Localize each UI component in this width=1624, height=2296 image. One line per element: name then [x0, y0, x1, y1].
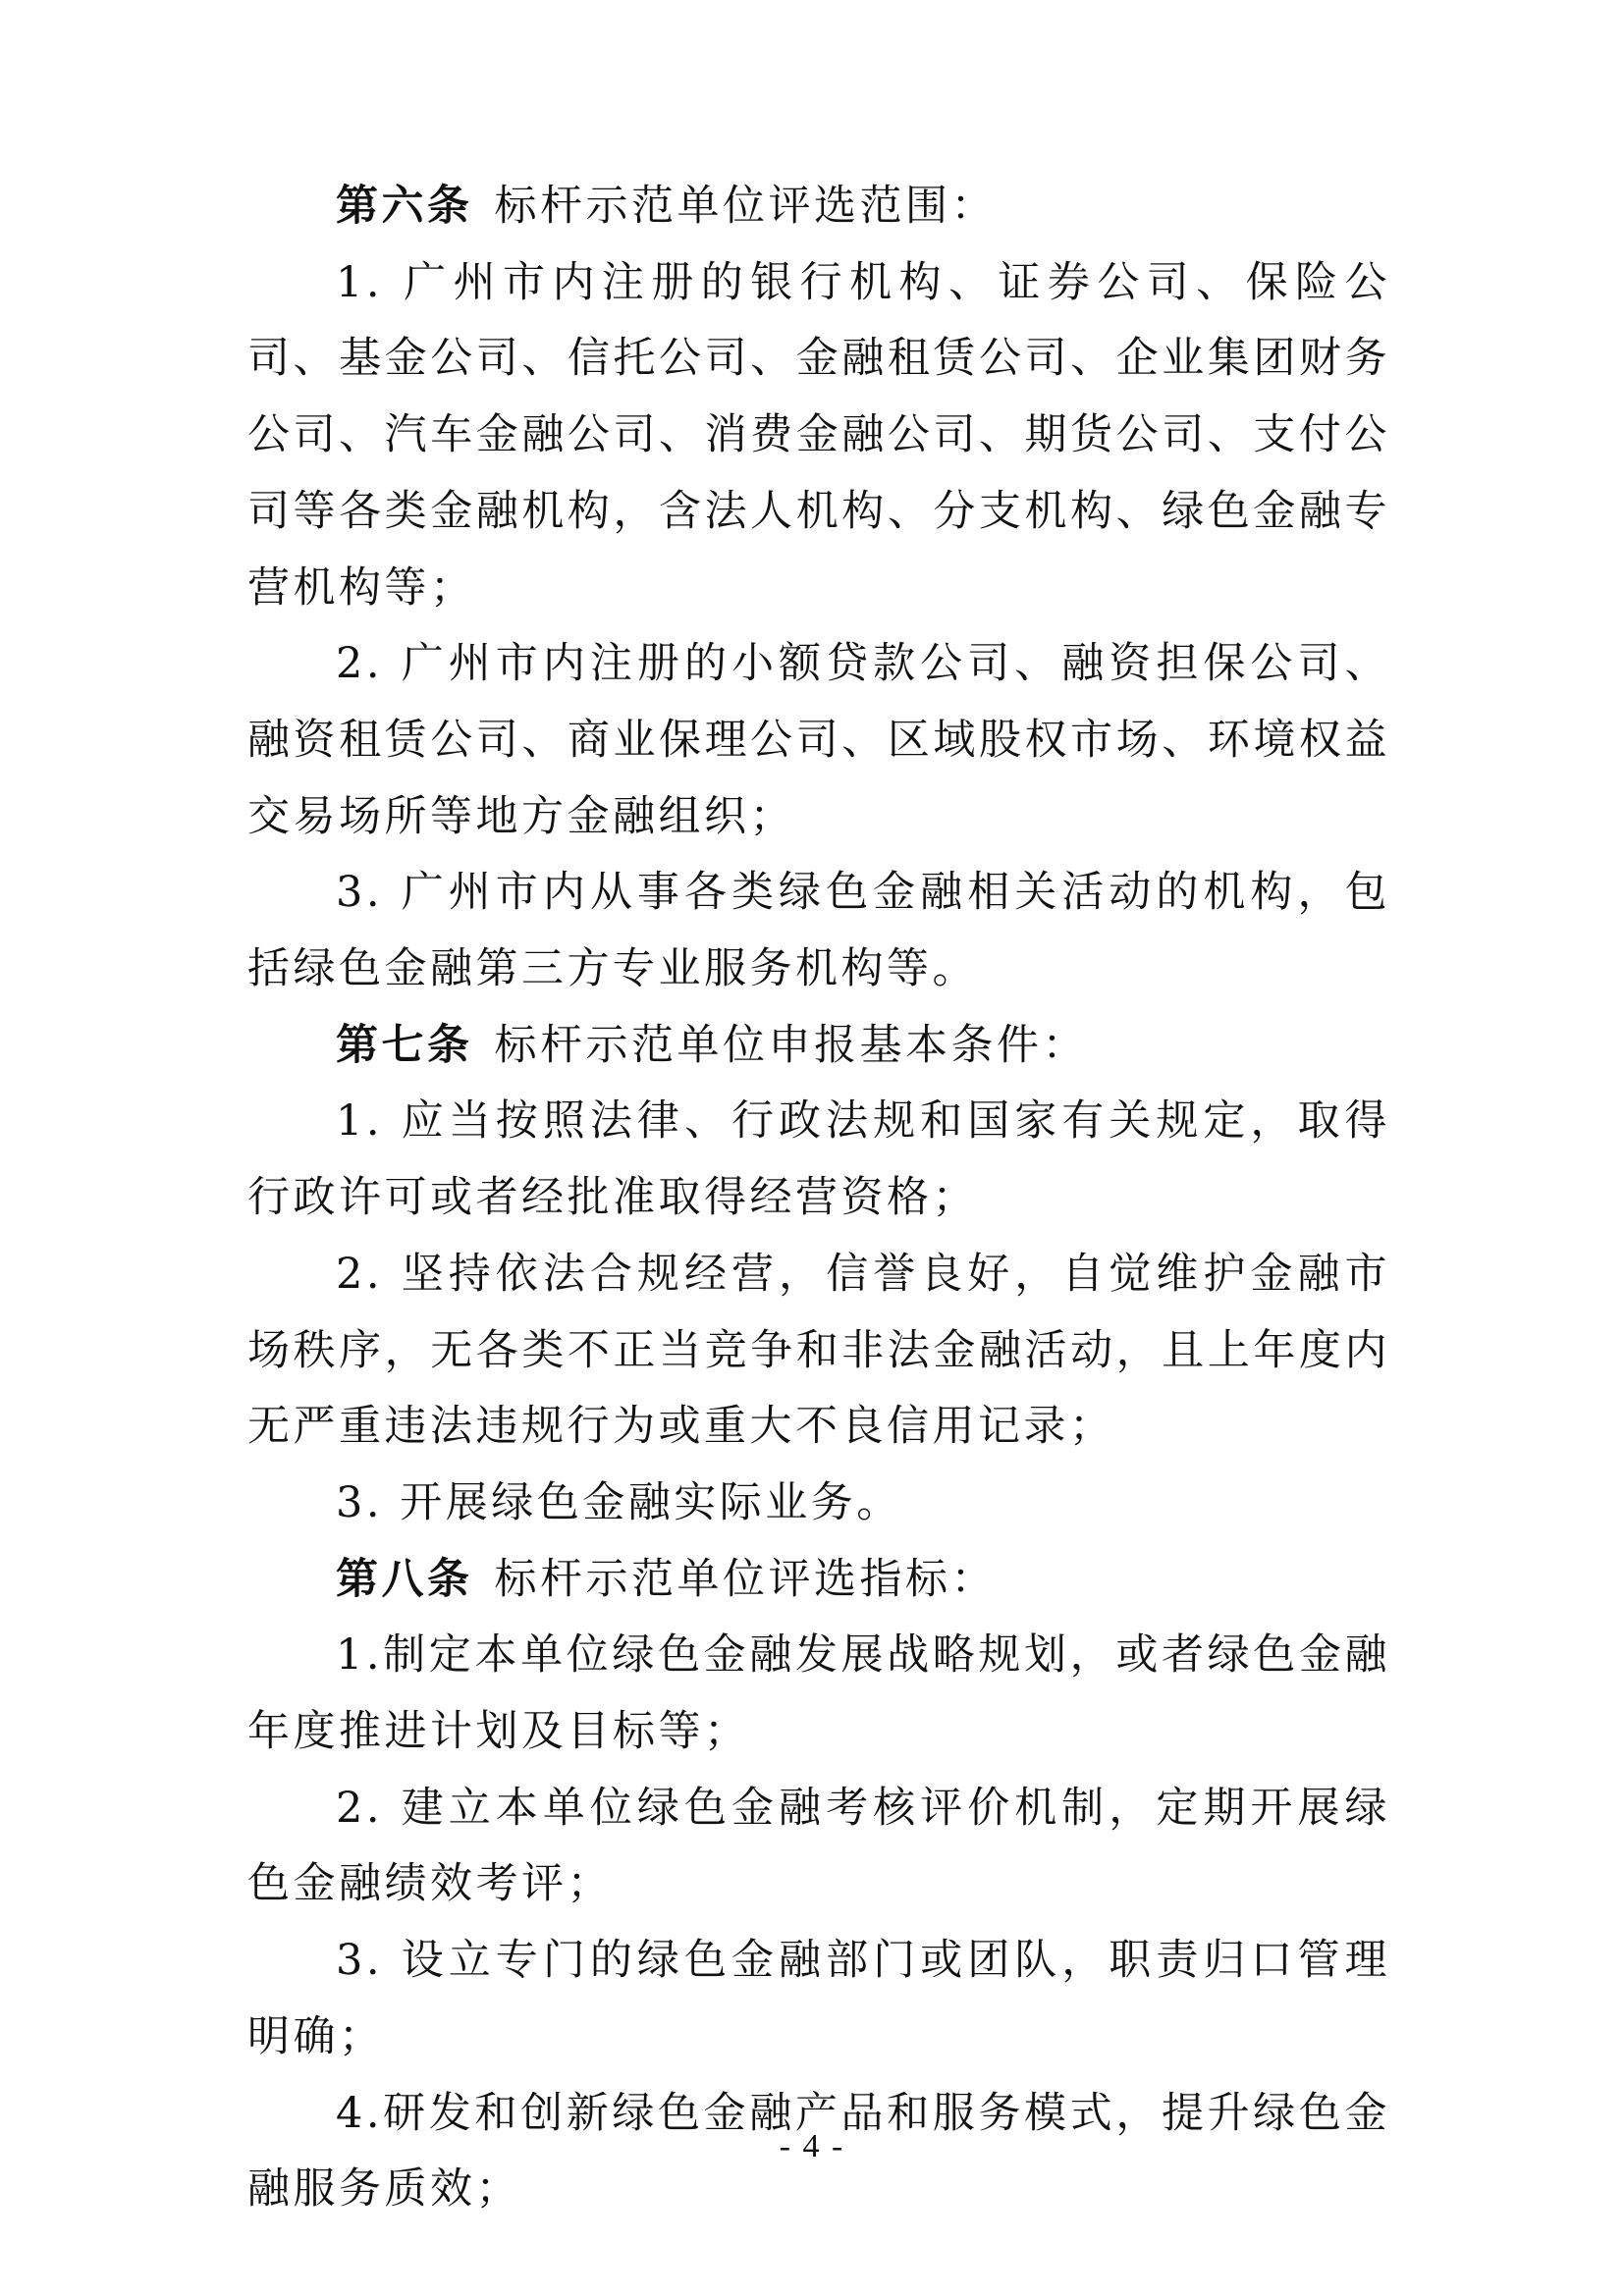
- article-8: [247, 1542, 1390, 2228]
- article-item: 3. 设立专门的绿色金融部门或团队，职责归口管理明确；: [247, 1936, 1390, 2061]
- article-title: 标杆示范单位申报基本条件：: [494, 1020, 1088, 1070]
- article-heading-line: [247, 1542, 1390, 1619]
- page-number: - 4 -: [779, 2128, 845, 2164]
- article-item: 3. 广州市内从事各类绿色金融相关活动的机构，包括绿色金融第三方专业服务机构等。: [247, 868, 1390, 994]
- article-number: 第七条: [336, 1020, 473, 1070]
- article-item: 2. 建立本单位绿色金融考核评价机制，定期开展绿色金融绩效考评；: [247, 1783, 1390, 1909]
- article-number: 第六条: [336, 182, 473, 231]
- article-item: 1. 广州市内注册的银行机构、证券公司、保险公司、基金公司、信托公司、金融租赁公司、企业集团财务公司、汽车金融公司、消费金融公司、期货公司、支付公司等各类金融机构，含法人机构、分支机构、绿色金融专营机构等；: [247, 257, 1390, 613]
- article-7: [247, 1008, 1390, 1542]
- article-title: 标杆示范单位评选范围：: [494, 182, 997, 231]
- article-item: 2. 广州市内注册的小额贷款公司、融资担保公司、融资租赁公司、商业保理公司、区域股权市场、环境权益交易场所等地方金融组织；: [247, 639, 1390, 841]
- article-heading-line: [247, 169, 1390, 245]
- article-title: 标杆示范单位评选指标：: [494, 1554, 997, 1604]
- article-item: 1. 应当按照法律、行政法规和国家有关规定，取得行政许可或者经批准取得经营资格；: [247, 1096, 1390, 1223]
- article-item: 1.制定本单位绿色金融发展战略规划，或者绿色金融年度推进计划及目标等；: [247, 1630, 1390, 1757]
- article-number: 第八条: [336, 1554, 473, 1604]
- document-body: [247, 169, 1390, 2228]
- article-item: 2. 坚持依法合规经营，信誉良好，自觉维护金融市场秩序，无各类不正当竞争和非法金融活动，且上年度内无严重违法违规行为或重大不良信用记录；: [247, 1249, 1390, 1452]
- article-heading-line: [247, 1008, 1390, 1085]
- article-item: 3. 开展绿色金融实际业务。: [336, 1477, 902, 1527]
- article-item: 4.研发和创新绿色金融产品和服务模式，提升绿色金融服务质效；: [247, 2088, 1390, 2215]
- article-6: [247, 169, 1390, 1008]
